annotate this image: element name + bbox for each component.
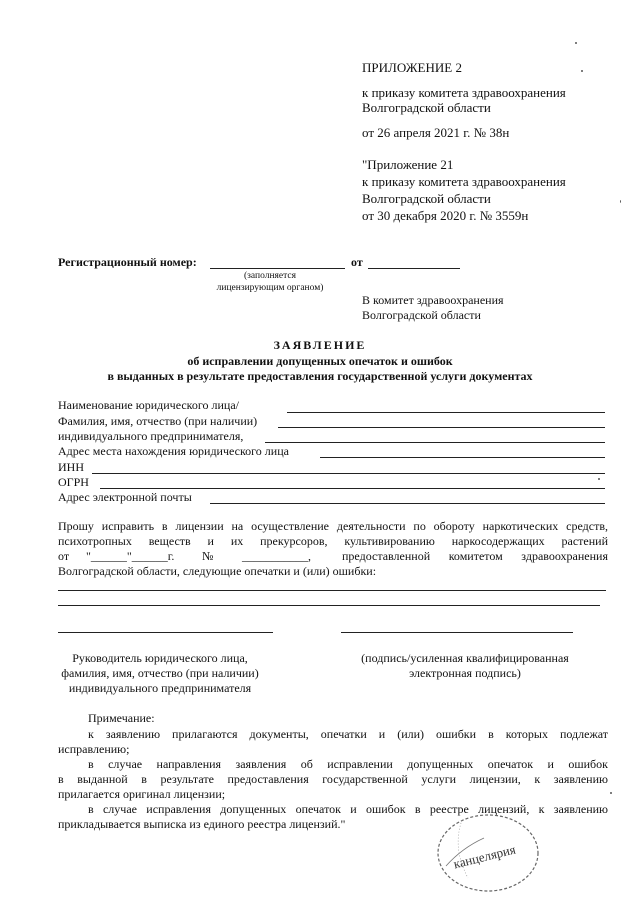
field-org-name-line[interactable] — [287, 412, 605, 413]
field-org-name-label: Наименование юридического лица/ — [58, 398, 239, 412]
request-number-sign: № — [202, 549, 214, 563]
appendix-title: ПРИЛОЖЕНИЕ 2 — [362, 60, 462, 75]
note1-line2: исправлению; — [58, 742, 130, 756]
request-from: от — [58, 549, 70, 563]
registration-label: Регистрационный номер: — [58, 255, 197, 269]
signature-sign-line[interactable] — [341, 632, 573, 633]
field-email-label: Адрес электронной почты — [58, 490, 192, 504]
field-ogrn-line[interactable] — [100, 488, 605, 489]
request-line1: Прошу исправить в лицензии на осуществление деятельности по обороту наркотических средств, — [58, 519, 608, 533]
appendix-line1: к приказу комитета здравоохранения — [362, 85, 566, 100]
errors-line-2[interactable] — [58, 605, 600, 606]
addressee-line2: Волгоградской области — [362, 308, 481, 322]
field-address-line[interactable] — [320, 457, 605, 458]
office-stamp — [432, 808, 544, 894]
prior-appendix-line1: "Приложение 21 — [362, 157, 454, 172]
field-inn-line[interactable] — [92, 473, 605, 474]
scan-speck — [581, 70, 583, 72]
addressee-line1: В комитет здравоохранения — [362, 293, 504, 307]
note3-line1: в случае исправления допущенных опечаток и ошибок в реестре лицензий, к заявлению — [88, 802, 608, 816]
signature-left3: индивидуального предпринимателя — [68, 681, 252, 695]
registration-from: от — [351, 255, 363, 269]
signature-left1: Руководитель юридического лица, — [72, 651, 248, 665]
signature-name-line[interactable] — [58, 632, 273, 633]
request-issuer: предоставленной комитетом здравоохранения — [342, 549, 608, 563]
request-date-blank[interactable]: "______"______г. — [86, 549, 175, 563]
field-ogrn-label: ОГРН — [58, 475, 89, 489]
signature-right1: (подпись/усиленная квалифицированная — [361, 651, 569, 665]
appendix-line2: Волгоградской области — [362, 100, 491, 115]
field-entrepreneur-label: индивидуального предпринимателя, — [58, 429, 244, 443]
prior-appendix-line2: к приказу комитета здравоохранения — [362, 174, 566, 189]
registration-number-line[interactable] — [210, 268, 345, 269]
scan-speck — [598, 478, 600, 480]
registration-note2: лицензирующим органом) — [216, 283, 324, 293]
note2-line3: прилагается оригинал лицензии; — [58, 787, 226, 801]
note2-line2: в выданной в результате предоставления государственной услуги лицензии, к заявлению — [58, 772, 608, 786]
field-full-name-label: Фамилия, имя, отчество (при наличии) — [58, 414, 258, 428]
errors-line-1[interactable] — [58, 590, 606, 591]
note2-line1: в случае направления заявления об исправлении допущенных опечаток и ошибок — [88, 757, 608, 771]
signature-right2: электронная подпись) — [409, 666, 521, 680]
scan-speck — [575, 42, 577, 44]
stamp-text: канцелярия — [451, 841, 518, 872]
registration-date-line[interactable] — [368, 268, 460, 269]
request-number-blank[interactable]: ___________, — [242, 549, 311, 563]
field-email-line[interactable] — [210, 503, 605, 504]
field-address-label: Адрес места нахождения юридического лица — [58, 444, 289, 458]
prior-appendix-line3: Волгоградской области — [362, 191, 491, 206]
scan-speck — [620, 200, 621, 203]
signature-left2: фамилия, имя, отчество (при наличии) — [61, 666, 259, 680]
field-inn-label: ИНН — [58, 460, 84, 474]
note1-line1: к заявлению прилагаются документы, опечатки и (или) ошибки в которых подлежат — [88, 727, 608, 741]
appendix-line3: от 26 апреля 2021 г. № 38н — [362, 125, 510, 140]
request-line4: Волгоградской области, следующие опечатки и (или) ошибки: — [58, 564, 377, 578]
document-title: ЗАЯВЛЕНИЕ — [273, 338, 367, 352]
note3-line2: прикладывается выписка из единого реестра лицензий." — [58, 817, 346, 831]
stamp-graphic — [432, 808, 544, 894]
field-full-name-line[interactable] — [278, 427, 605, 428]
registration-note1: (заполняется — [244, 271, 296, 281]
notes-title: Примечание: — [88, 711, 155, 725]
request-line2: психотропных веществ и их прекурсоров, культивированию наркосодержащих растений — [58, 534, 608, 548]
document-subtitle2: в выданных в результате предоставления государственной услуги документах — [107, 369, 533, 383]
scan-speck — [610, 792, 612, 794]
document-subtitle1: об исправлении допущенных опечаток и ошибок — [187, 354, 453, 368]
prior-appendix-line4: от 30 декабря 2020 г. № 3559н — [362, 208, 529, 223]
field-entrepreneur-line[interactable] — [265, 442, 605, 443]
